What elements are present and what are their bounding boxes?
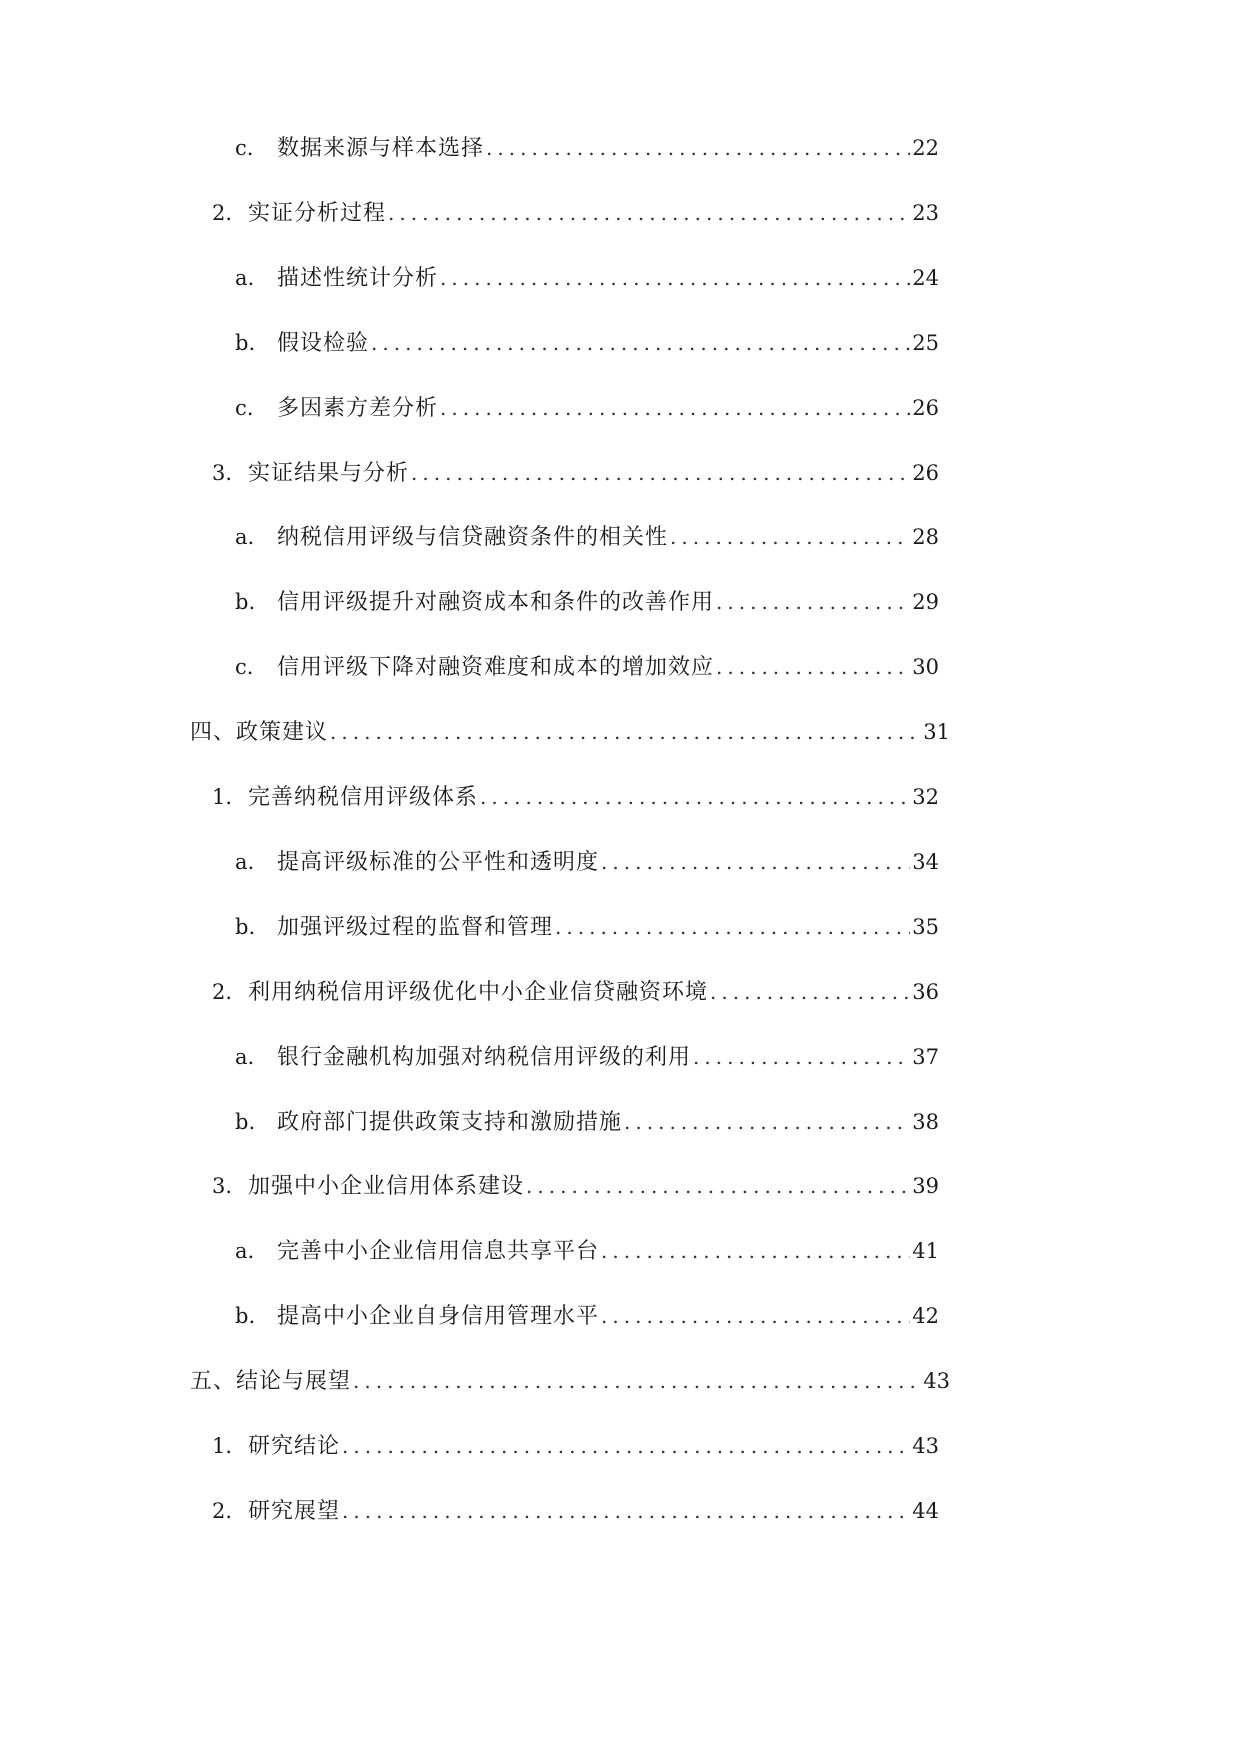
toc-entry-title: 描述性统计分析 — [277, 266, 439, 291]
dot-leader — [716, 650, 910, 684]
toc-entry-number: 2. — [212, 201, 233, 225]
toc-entry-title: 加强评级过程的监督和管理 — [277, 915, 554, 940]
toc-entry-page-number: 42 — [912, 1304, 939, 1328]
toc-entry[interactable] — [235, 520, 939, 554]
dot-leader — [601, 1234, 910, 1268]
toc-entry[interactable] — [212, 1169, 939, 1203]
toc-entry-page-number: 35 — [912, 915, 939, 939]
toc-entry-number: b. — [235, 1304, 256, 1328]
toc-entry-number: 1. — [212, 1434, 233, 1458]
toc-entry-title: 银行金融机构加强对纳税信用评级的利用 — [277, 1045, 692, 1070]
dot-leader — [480, 780, 910, 814]
dot-leader — [555, 910, 910, 944]
toc-entry[interactable] — [235, 391, 939, 425]
dot-leader — [526, 1169, 910, 1203]
toc-entry-page-number: 37 — [912, 1045, 939, 1069]
toc-entry-title: 信用评级提升对融资成本和条件的改善作用 — [277, 590, 715, 615]
toc-entry-number: 1. — [212, 785, 233, 809]
toc-entry-number: b. — [235, 590, 256, 614]
toc-entry[interactable] — [190, 715, 950, 749]
dot-leader — [330, 715, 921, 749]
toc-entry[interactable] — [212, 1429, 939, 1463]
toc-entry[interactable] — [235, 1040, 939, 1074]
dot-leader — [440, 391, 910, 425]
toc-entry[interactable] — [235, 1299, 939, 1333]
toc-entry-number: c. — [235, 136, 254, 160]
dot-leader — [710, 975, 910, 1009]
toc-entry-title: 信用评级下降对融资难度和成本的增加效应 — [277, 655, 715, 680]
toc-entry[interactable] — [212, 975, 939, 1009]
dot-leader — [486, 131, 910, 165]
dot-leader — [601, 845, 910, 879]
toc-entry-title: 研究结论 — [248, 1434, 341, 1459]
toc-entry-page-number: 39 — [912, 1174, 939, 1198]
toc-entry-title: 提高中小企业自身信用管理水平 — [277, 1304, 600, 1329]
toc-entry[interactable] — [235, 585, 939, 619]
toc-entry[interactable] — [212, 456, 939, 490]
toc-entry-page-number: 25 — [912, 331, 939, 355]
dot-leader — [371, 326, 910, 360]
toc-entry-number: b. — [235, 1110, 256, 1134]
toc-entry-title: 加强中小企业信用体系建设 — [248, 1174, 525, 1199]
toc-entry[interactable] — [212, 196, 939, 230]
toc-entry-number: 3. — [212, 461, 233, 485]
toc-entry-title: 假设检验 — [277, 331, 370, 356]
toc-entry-page-number: 30 — [912, 655, 939, 679]
toc-entry-page-number: 41 — [912, 1239, 939, 1263]
dot-leader — [601, 1299, 910, 1333]
toc-entry-title: 多因素方差分析 — [277, 396, 439, 421]
toc-entry-title: 完善中小企业信用信息共享平台 — [277, 1239, 600, 1264]
toc-entry-number: b. — [235, 331, 256, 355]
toc-entry-page-number: 22 — [912, 136, 939, 160]
dot-leader — [716, 585, 910, 619]
dot-leader — [670, 520, 910, 554]
toc-entry[interactable] — [235, 1105, 939, 1139]
toc-entry-page-number: 38 — [912, 1110, 939, 1134]
toc-entry-page-number: 34 — [912, 850, 939, 874]
toc-entry-number: a. — [235, 266, 255, 290]
dot-leader — [440, 261, 910, 295]
toc-entry-page-number: 31 — [923, 720, 950, 744]
toc-entry-title: 纳税信用评级与信贷融资条件的相关性 — [277, 525, 669, 550]
toc-entry-title: 研究展望 — [248, 1499, 341, 1524]
dot-leader — [388, 196, 910, 230]
toc-entry-title: 利用纳税信用评级优化中小企业信贷融资环境 — [248, 980, 709, 1005]
toc-entry[interactable] — [235, 131, 939, 165]
toc-entry[interactable] — [212, 780, 939, 814]
toc-entry[interactable] — [235, 1234, 939, 1268]
toc-entry-number: 2. — [212, 1499, 233, 1523]
toc-entry[interactable] — [190, 1364, 950, 1398]
toc-entry[interactable] — [235, 845, 939, 879]
toc-entry-number: 2. — [212, 980, 233, 1004]
toc-entry-number: b. — [235, 915, 256, 939]
toc-entry-page-number: 36 — [912, 980, 939, 1004]
toc-entry-page-number: 28 — [912, 525, 939, 549]
toc-entry-title: 提高评级标准的公平性和透明度 — [277, 850, 600, 875]
toc-entry[interactable] — [212, 1494, 939, 1528]
toc-entry-title: 五、结论与展望 — [190, 1369, 352, 1394]
toc-entry[interactable] — [235, 650, 939, 684]
toc-entry-page-number: 43 — [912, 1434, 939, 1458]
toc-entry[interactable] — [235, 261, 939, 295]
dot-leader — [342, 1429, 910, 1463]
toc-entry-page-number: 23 — [912, 201, 939, 225]
toc-entry-title: 实证结果与分析 — [248, 461, 410, 486]
dot-leader — [693, 1040, 910, 1074]
dot-leader — [411, 456, 910, 490]
toc-entry-title: 完善纳税信用评级体系 — [248, 785, 479, 810]
toc-entry[interactable] — [235, 326, 939, 360]
toc-entry-page-number: 29 — [912, 590, 939, 614]
toc-entry-number: c. — [235, 655, 254, 679]
toc-entry-number: a. — [235, 1045, 255, 1069]
toc-entry-page-number: 32 — [912, 785, 939, 809]
toc-entry-number: c. — [235, 396, 254, 420]
toc-entry-page-number: 24 — [912, 266, 939, 290]
toc-entry-page-number: 26 — [912, 461, 939, 485]
toc-entry-title: 实证分析过程 — [248, 201, 387, 226]
toc-entry-number: 3. — [212, 1174, 233, 1198]
toc-entry-page-number: 43 — [923, 1369, 950, 1393]
toc-entry-title: 四、政策建议 — [190, 720, 329, 745]
toc-entry-number: a. — [235, 850, 255, 874]
toc-entry-title: 数据来源与样本选择 — [277, 136, 485, 161]
toc-entry[interactable] — [235, 910, 939, 944]
toc-entry-page-number: 44 — [912, 1499, 939, 1523]
dot-leader — [353, 1364, 921, 1398]
dot-leader — [624, 1105, 910, 1139]
dot-leader — [342, 1494, 910, 1528]
toc-entry-number: a. — [235, 1239, 255, 1263]
toc-entry-title: 政府部门提供政策支持和激励措施 — [277, 1110, 623, 1135]
toc-entry-page-number: 26 — [912, 396, 939, 420]
toc-entry-number: a. — [235, 525, 255, 549]
